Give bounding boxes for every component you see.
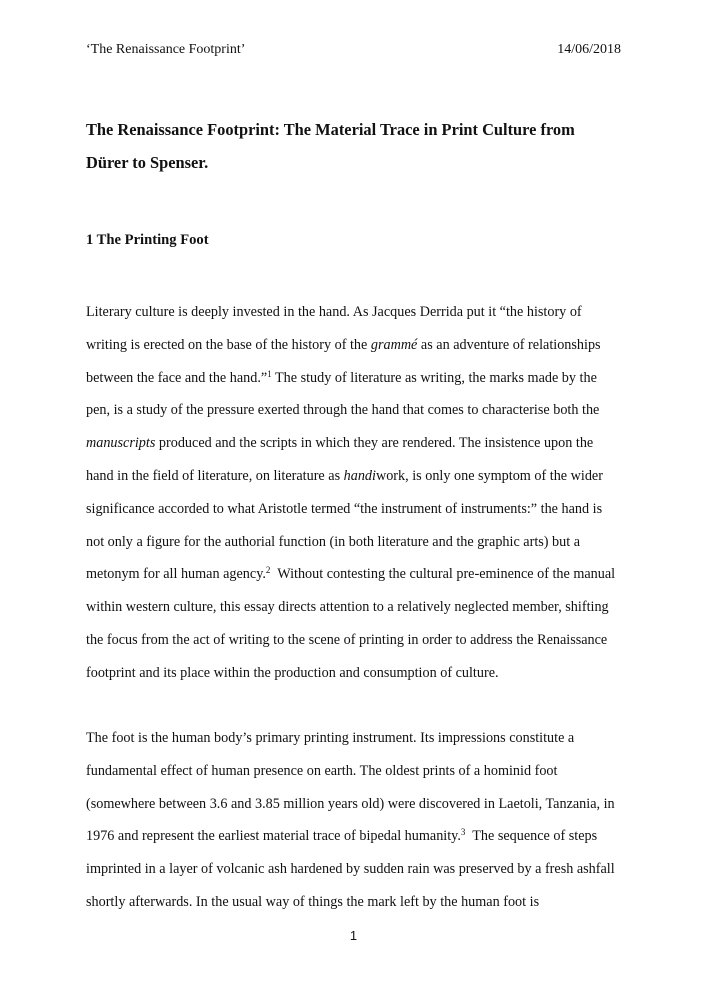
text-line: hand in the field of literature, on literature as handiwork, is only one symptom of the wider bbox=[86, 467, 603, 484]
emphasis-gramme: grammé bbox=[370, 336, 418, 353]
text-line: within western culture, this essay directs attention to a relatively neglected member, shifting bbox=[86, 599, 609, 616]
text-line: the focus from the act of writing to the scene of printing in order to address the Renaissance bbox=[86, 631, 608, 648]
page-number: 1 bbox=[349, 928, 358, 943]
text-line: metonym for all human agency.$^2$ Without contesting the cultural pre-eminence of the manual bbox=[86, 565, 616, 583]
text-line: manuscripts produced and the scripts in which they are rendered. The insistence upon the bbox=[86, 435, 594, 452]
text-line: fundamental effect of human presence on earth. The oldest prints of a hominid foot bbox=[86, 762, 558, 779]
paragraph-2 bbox=[86, 722, 631, 919]
text-line: pen, is a study of the pressure exerted through the hand that comes to characterise both the bbox=[86, 402, 600, 419]
text-line: Literary culture is deeply invested in the hand. As Jacques Derrida put it “the history of bbox=[86, 304, 582, 320]
text-line: The foot is the human body’s primary printing instrument. Its impressions constitute a bbox=[86, 730, 575, 746]
paragraph-1 bbox=[86, 296, 631, 690]
title-line-2: Dürer to Spenser. bbox=[86, 152, 209, 172]
text-line: shortly afterwards. In the usual way of things the mark left by the human foot is bbox=[86, 893, 540, 910]
emphasis-handi: handi bbox=[343, 467, 376, 484]
text-line: 1976 and represent the earliest material trace of bipedal humanity.$^3$ The sequence of steps bbox=[86, 827, 598, 845]
text-line: significance accorded to what Aristotle termed “the instrument of instruments:” the hand is bbox=[86, 500, 603, 517]
text-line: footprint and its place within the production and consumption of culture. bbox=[86, 664, 499, 681]
document-title bbox=[86, 114, 626, 179]
text-line: between the face and the hand.”$^1$ The study of literature as writing, the marks made by the bbox=[86, 368, 597, 386]
text-line: (somewhere between 3.6 and 3.85 million years old) were discovered in Laetoli, Tanzania, in bbox=[86, 795, 615, 812]
running-header-title: ‘The Renaissance Footprint’ bbox=[86, 42, 246, 57]
emphasis-manuscripts: manuscripts bbox=[86, 435, 156, 452]
footnote-ref-2[interactable]: 2 bbox=[265, 565, 271, 576]
text-line: writing is erected on the base of the history of the grammé as an adventure of relationships bbox=[86, 336, 601, 353]
title-line-1: The Renaissance Footprint: The Material Trace in Print Culture from bbox=[86, 120, 575, 139]
running-header-date: 14/06/2018 bbox=[557, 42, 621, 57]
text-line: not only a figure for the authorial function (in both literature and the graphic arts) but a bbox=[86, 533, 581, 550]
text-line: imprinted in a layer of volcanic ash hardened by sudden rain was preserved by a fresh ashfall bbox=[86, 861, 615, 878]
footnote-ref-1[interactable]: 1 bbox=[267, 368, 272, 379]
footnote-ref-3[interactable]: 3 bbox=[460, 827, 466, 838]
section-heading: 1 The Printing Foot bbox=[86, 232, 209, 248]
